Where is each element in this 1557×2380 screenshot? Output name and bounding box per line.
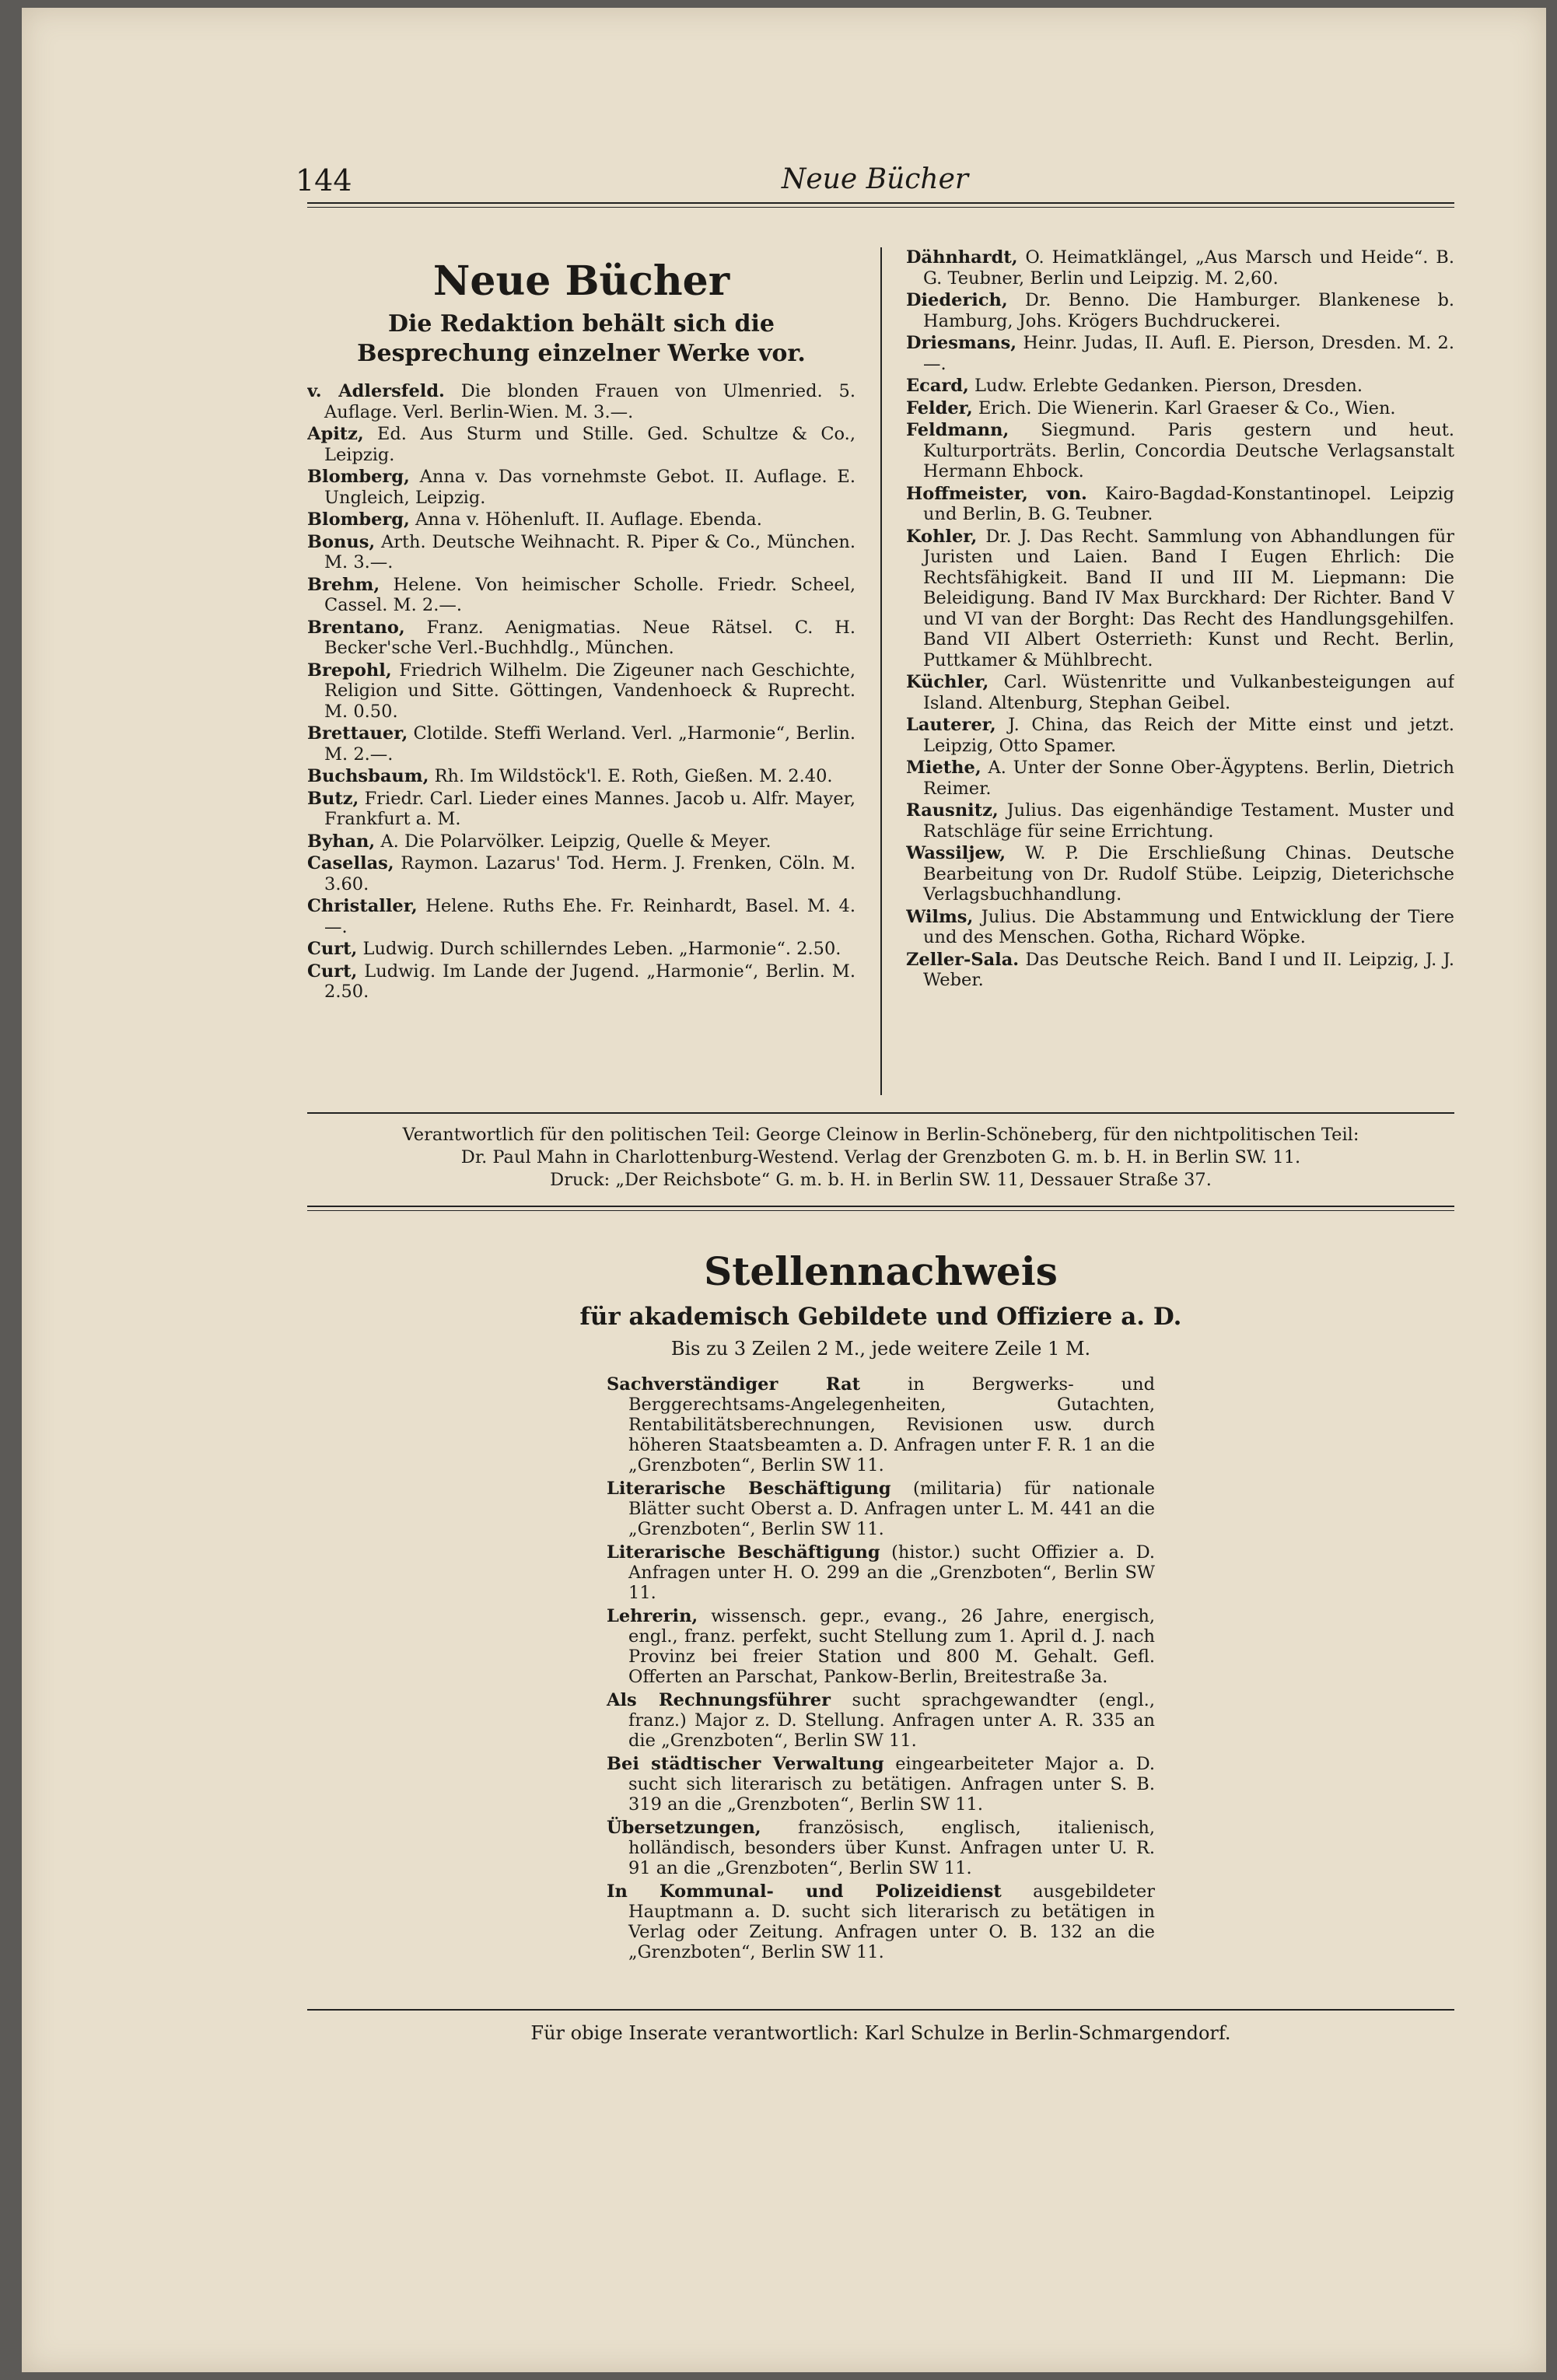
book-author: Butz,	[307, 788, 359, 809]
book-entry	[307, 381, 855, 422]
ad-entry	[607, 1754, 1155, 1815]
book-details: Kairo-Bagdad-Konstantinopel. Leipzig und Berlin, B. G. Teubner.	[923, 483, 1454, 524]
book-author: Blomberg,	[307, 467, 410, 487]
ads-list	[607, 1374, 1155, 1962]
book-author: Wilms,	[906, 906, 974, 927]
book-entry	[307, 467, 855, 508]
ad-lead: Lehrerin,	[607, 1606, 698, 1626]
book-details: Arth. Deutsche Weihnacht. R. Piper & Co., München. M. 3.—.	[324, 531, 855, 572]
job-ads-section	[307, 1233, 1454, 1965]
books-right-column	[906, 247, 1454, 1103]
ad-entry	[607, 1690, 1155, 1751]
book-details: Ludw. Erlebte Gedanken. Pierson, Dresden.	[968, 376, 1363, 396]
book-author: Curt,	[307, 939, 358, 959]
book-details: Raymon. Lazarus' Tod. Herm. J. Frenken, Cöln. M. 3.60.	[324, 853, 855, 894]
page-number: 144	[296, 163, 352, 198]
ad-entry	[607, 1881, 1155, 1962]
book-author: Christaller,	[307, 896, 418, 916]
ad-lead: Literarische Beschäftigung	[607, 1542, 880, 1563]
book-entry	[906, 843, 1454, 905]
book-entry	[906, 333, 1454, 374]
book-details: Clotilde. Steffi Werland. Verl. „Harmonie“, Berlin. M. 2.—.	[324, 723, 855, 765]
footer-rule	[307, 2009, 1454, 2011]
book-author: Rausnitz,	[906, 800, 999, 821]
book-author: Bonus,	[307, 531, 376, 552]
book-author: Apitz,	[307, 424, 364, 444]
book-entry	[307, 853, 855, 894]
imprint-rule-top	[307, 1112, 1454, 1114]
book-entry	[906, 758, 1454, 799]
book-details: Julius. Das eigenhändige Testament. Muster und Ratschläge für seine Errichtung.	[923, 800, 1454, 842]
ad-text: eingearbeiteter Major a. D. sucht sich literarisch zu betätigen. Anfragen unter S. B. 319 an die „Grenzboten“, Berlin SW 11.	[628, 1754, 1155, 1815]
book-details: Helene. Ruths Ehe. Fr. Reinhardt, Basel. M. 4.—.	[324, 896, 855, 937]
book-entry	[906, 800, 1454, 842]
book-author: Casellas,	[307, 853, 394, 873]
ad-text: französisch, englisch, italienisch, holländisch, besonders über Kunst. Anfragen unter U. R. 91 an die „Grenzboten“, Berlin SW 11.	[628, 1818, 1155, 1878]
book-author: Wassiljew,	[906, 843, 1006, 863]
book-entry	[307, 961, 855, 1003]
book-details: Die blonden Frauen von Ulmenried. 5. Auflage. Verl. Berlin-Wien. M. 3.—.	[324, 381, 855, 422]
book-entry	[307, 509, 855, 530]
ad-lead: Bei städtischer Verwaltung	[607, 1754, 884, 1774]
book-author: Lauterer,	[906, 715, 996, 735]
book-entry	[906, 527, 1454, 671]
ad-lead: In Kommunal- und Polizeidienst	[607, 1881, 1002, 1902]
book-author: v. Adlersfeld.	[307, 381, 445, 401]
book-details: Anna v. Höhenluft. II. Auflage. Ebenda.	[409, 509, 762, 530]
book-details: Franz. Aenigmatias. Neue Rätsel. C. H. Becker'sche Verl.-Buchhdlg., München.	[324, 617, 855, 658]
ad-lead: Als Rechnungsführer	[607, 1690, 831, 1710]
book-author: Hoffmeister, von.	[906, 483, 1087, 504]
book-entry	[307, 766, 855, 787]
imprint	[307, 1124, 1454, 1192]
book-author: Curt,	[307, 961, 358, 982]
ad-lead: Übersetzungen,	[607, 1818, 761, 1838]
book-entry	[906, 290, 1454, 331]
book-entry	[906, 420, 1454, 482]
book-entry	[307, 896, 855, 937]
book-author: Dähnhardt,	[906, 247, 1018, 268]
books-subtitle: Die Redaktion behält sich die Besprechung einzelner Werke vor.	[357, 310, 806, 367]
books-right-list	[906, 247, 1454, 991]
book-author: Byhan,	[307, 831, 376, 852]
header-rule	[307, 202, 1454, 208]
ads-rate: Bis zu 3 Zeilen 2 M., jede weitere Zeile 1 M.	[670, 1338, 1091, 1360]
book-author: Feldmann,	[906, 420, 1009, 440]
book-entry	[906, 484, 1454, 525]
book-author: Zeller-Sala.	[906, 949, 1020, 970]
column-divider	[880, 247, 882, 1095]
book-details: W. P. Die Erschließung Chinas. Deutsche Bearbeitung von Dr. Rudolf Stübe. Leipzig, Dieterichsche Verlagsbuchhandlung.	[923, 843, 1454, 905]
ads-subtitle: für akademisch Gebildete und Offiziere a. D.	[579, 1303, 1182, 1331]
ads-title: Stellennachweis	[704, 1248, 1058, 1294]
ad-entry	[607, 1818, 1155, 1878]
book-entry	[307, 723, 855, 765]
ad-entry	[607, 1606, 1155, 1687]
book-details: Ed. Aus Sturm und Stille. Ged. Schultze & Co., Leipzig.	[324, 424, 855, 465]
ad-entry	[607, 1542, 1155, 1603]
ad-text: (histor.) sucht Offizier a. D. Anfragen unter H. O. 299 an die „Grenzboten“, Berlin SW 11.	[628, 1542, 1155, 1603]
book-author: Miethe,	[906, 758, 981, 778]
book-author: Buchsbaum,	[307, 766, 429, 786]
ad-text: (militaria) für nationale Blätter sucht Oberst a. D. Anfragen unter L. M. 441 an die „Grenzboten“, Berlin SW 11.	[628, 1479, 1155, 1539]
books-left-list	[307, 381, 855, 1003]
book-details: A. Unter der Sonne Ober-Ägyptens. Berlin, Dietrich Reimer.	[923, 758, 1454, 799]
ad-lead: Sachverständiger Rat	[607, 1374, 861, 1395]
book-author: Brehm,	[307, 574, 380, 595]
book-author: Blomberg,	[307, 509, 410, 530]
book-details: Ludwig. Durch schillerndes Leben. „Harmonie“. 2.50.	[357, 939, 841, 959]
book-author: Brepohl,	[307, 660, 392, 681]
ad-lead: Literarische Beschäftigung	[607, 1479, 891, 1499]
books-title: Neue Bücher	[432, 257, 730, 305]
book-author: Küchler,	[906, 672, 989, 692]
book-details: Dr. Benno. Die Hamburger. Blankenese b. Hamburg, Johs. Krögers Buchdruckerei.	[923, 290, 1454, 331]
ad-text: wissensch. gepr., evang., 26 Jahre, energisch, engl., franz. perfekt, sucht Stellung zum 1. April d. J. nach Provinz bei freier Station und 800 M. Gehalt. Gefl. Offerten an Parschat, Pankow-Berlin, Breitestraße 3a.	[628, 1606, 1155, 1687]
book-entry	[307, 939, 855, 960]
book-author: Brentano,	[307, 617, 405, 638]
book-details: Friedr. Carl. Lieder eines Mannes. Jacob u. Alfr. Mayer, Frankfurt a. M.	[324, 788, 855, 829]
running-header	[296, 163, 1454, 202]
ads-rule-top	[307, 1206, 1454, 1211]
book-entry	[307, 618, 855, 659]
book-entry	[906, 247, 1454, 289]
ad-entry	[607, 1479, 1155, 1539]
book-entry	[307, 575, 855, 616]
book-entry	[906, 376, 1454, 397]
book-details: Das Deutsche Reich. Band I und II. Leipzig, J. J. Weber.	[923, 949, 1454, 990]
book-author: Driesmans,	[906, 333, 1017, 353]
book-entry	[906, 907, 1454, 948]
book-details: Anna v. Das vornehmste Gebot. II. Auflage. E. Ungleich, Leipzig.	[324, 467, 855, 508]
book-details: Dr. J. Das Recht. Sammlung von Abhandlungen für Juristen und Laien. Band I Eugen Ehrlich: Die Rechtsfähigkeit. Band II und III M. Liepmann: Die Beleidigung. Band IV Max Burckhard: Der Richter. Band V und VI van der Borght: Das Recht des Handlungsgehilfen. Band VII Albert Osterrieth: Kunst und Recht. Berlin, Puttkamer & Mühlbrecht.	[923, 526, 1454, 670]
book-entry	[906, 672, 1454, 713]
book-details: Ludwig. Im Lande der Jugend. „Harmonie“, Berlin. M. 2.50.	[324, 961, 855, 1002]
book-entry	[906, 715, 1454, 756]
imprint-line: Dr. Paul Mahn in Charlottenburg-Westend. Verlag der Grenzboten G. m. b. H. in Berlin SW. 11.	[460, 1147, 1301, 1167]
imprint-line: Druck: „Der Reichsbote“ G. m. b. H. in Berlin SW. 11, Dessauer Straße 37.	[550, 1170, 1212, 1190]
book-entry	[906, 950, 1454, 991]
book-details: Siegmund. Paris gestern und heut. Kulturporträts. Berlin, Concordia Deutsche Verlagsanstalt Hermann Ehbock.	[923, 420, 1454, 481]
ad-text: ausgebildeter Hauptmann a. D. sucht sich literarisch zu betätigen in Verlag oder Zeitung. Anfragen unter O. B. 132 an die „Grenzboten“, Berlin SW 11.	[628, 1881, 1155, 1962]
running-title: Neue Bücher	[781, 163, 969, 195]
book-details: Julius. Die Abstammung und Entwicklung der Tiere und des Menschen. Gotha, Richard Wöpke.	[923, 906, 1454, 947]
book-details: Heinr. Judas, II. Aufl. E. Pierson, Dresden. M. 2.—.	[923, 333, 1454, 374]
book-details: Carl. Wüstenritte und Vulkanbesteigungen auf Island. Altenburg, Stephan Geibel.	[923, 672, 1454, 713]
books-left-column	[307, 247, 855, 1103]
book-author: Brettauer,	[307, 723, 408, 744]
book-details: Rh. Im Wildstöck'l. E. Roth, Gießen. M. 2.40.	[429, 766, 833, 786]
book-details: O. Heimatklängel, „Aus Marsch und Heide“. B. G. Teubner, Berlin und Leipzig. M. 2,60.	[923, 247, 1454, 289]
book-author: Diederich,	[906, 290, 1008, 310]
book-details: Helene. Von heimischer Scholle. Friedr. Scheel, Cassel. M. 2.—.	[324, 574, 855, 615]
book-author: Ecard,	[906, 376, 969, 396]
book-entry	[307, 789, 855, 830]
book-entry	[307, 831, 855, 852]
ad-entry	[607, 1374, 1155, 1475]
book-author: Felder,	[906, 397, 973, 418]
ad-text: in Bergwerks- und Berggerechtsams-Angelegenheiten, Gutachten, Rentabilitätsberechnungen, Revisionen usw. durch höheren Staatsbeamten a. D. Anfragen unter F. R. 1 an die „Grenzboten“, Berlin SW 11.	[628, 1374, 1155, 1475]
book-details: Friedrich Wilhelm. Die Zigeuner nach Geschichte, Religion und Sitte. Göttingen, Vandenhoeck & Ruprecht. M. 0.50.	[324, 660, 855, 722]
book-entry	[906, 398, 1454, 419]
ad-text: sucht sprachgewandter (engl., franz.) Major z. D. Stellung. Anfragen unter A. R. 335 an die „Grenzboten“, Berlin SW 11.	[628, 1690, 1155, 1751]
book-entry	[307, 532, 855, 573]
book-details: J. China, das Reich der Mitte einst und jetzt. Leipzig, Otto Spamer.	[923, 715, 1454, 756]
book-details: A. Die Polarvölker. Leipzig, Quelle & Meyer.	[375, 831, 772, 852]
ads-footer: Für obige Inserate verantwortlich: Karl Schulze in Berlin-Schmargendorf.	[530, 2022, 1231, 2044]
book-entry	[307, 424, 855, 465]
imprint-line: Verantwortlich für den politischen Teil: George Cleinow in Berlin-Schöneberg, für den nichtpolitischen Teil:	[402, 1125, 1359, 1145]
book-author: Kohler,	[906, 526, 978, 547]
book-details: Erich. Die Wienerin. Karl Graeser & Co., Wien.	[972, 397, 1396, 418]
book-entry	[307, 660, 855, 723]
